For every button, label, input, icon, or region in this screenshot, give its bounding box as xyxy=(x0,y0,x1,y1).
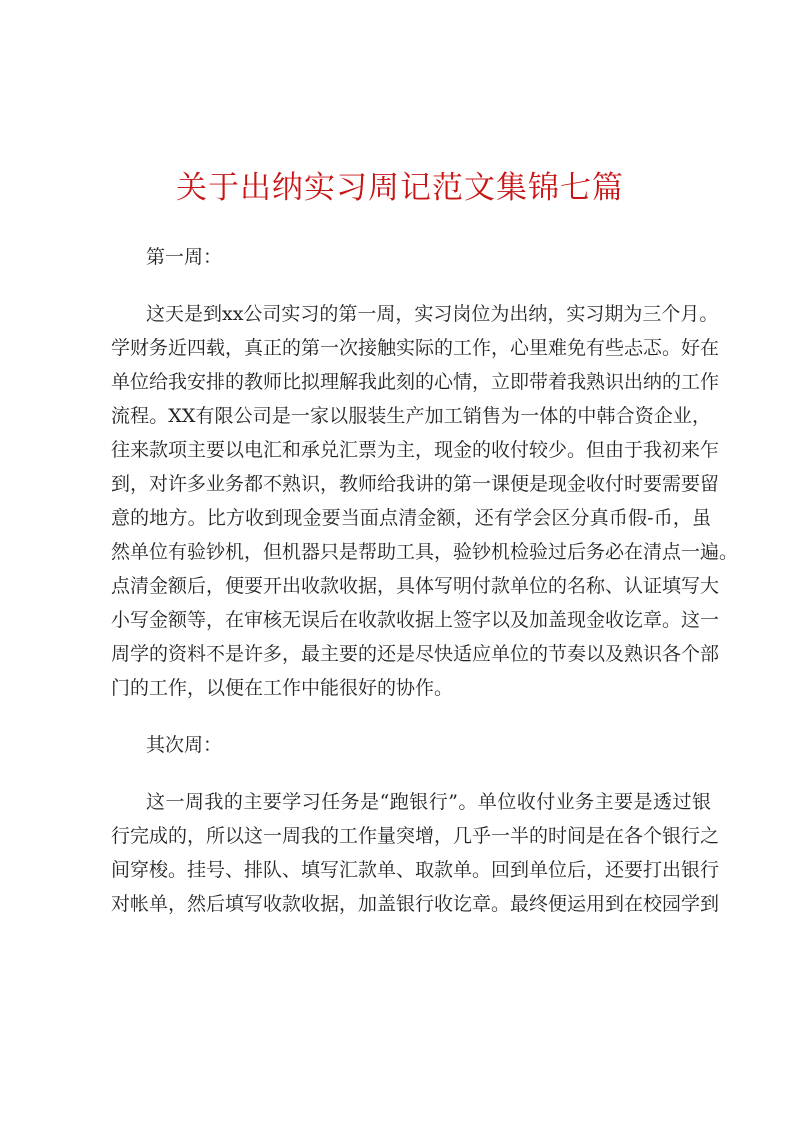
paragraph-line: 对帐单，然后填写收款收据，加盖银行收讫章。最终便运用到在校园学到 xyxy=(111,893,720,915)
paragraph-line: 这一周我的主要学习任务是“跑银行”。单位收付业务主要是透过银 xyxy=(146,791,711,813)
paragraph-line: 行完成的，所以这一周我的工作量突增，几乎一半的时间是在各个银行之 xyxy=(111,825,720,847)
paragraph-line: 到，对许多业务都不熟识，教师给我讲的第一课便是现金收付时要需要留 xyxy=(111,473,720,495)
section-heading-week-1: 第一周： xyxy=(146,246,223,268)
paragraph-line: 小写金额等，在审核无误后在收款收据上签字以及加盖现金收讫章。这一 xyxy=(111,609,720,631)
paragraph-line: 学财务近四载，真正的第一次接触实际的工作，心里难免有些忐忑。好在 xyxy=(111,337,720,359)
document-body xyxy=(111,240,739,921)
section-paragraph-week-1 xyxy=(111,297,739,705)
paragraph-line: 这天是到xx公司实习的第一周，实习岗位为出纳，实习期为三个月。 xyxy=(146,303,719,325)
section-heading-week-2: 其次周： xyxy=(146,734,223,756)
paragraph-line: 间穿梭。挂号、排队、填写汇款单、取款单。回到单位后，还要打出银行 xyxy=(111,859,720,881)
paragraph-line: 周学的资料不是许多，最主要的还是尽快适应单位的节奏以及熟识各个部 xyxy=(111,643,720,665)
paragraph-line: 点清金额后，便要开出收款收据，具体写明付款单位的名称、认证填写大 xyxy=(111,575,720,597)
paragraph-line: 流程。XX有限公司是一家以服装生产加工销售为一体的中韩合资企业， xyxy=(111,405,711,427)
paragraph-line: 然单位有验钞机，但机器只是帮助工具，验钞机检验过后务必在清点一遍。 xyxy=(111,541,739,563)
paragraph-line: 门的工作，以便在工作中能很好的协作。 xyxy=(111,677,454,699)
paragraph-line: 意的地方。比方收到现金要当面点清金额，还有学会区分真币假-币，虽 xyxy=(111,507,711,529)
paragraph-gap xyxy=(111,762,711,785)
section-paragraph-week-2 xyxy=(111,785,720,921)
paragraph-gap xyxy=(111,274,711,297)
document-title: 关于出纳实习周记范文集锦七篇 xyxy=(176,170,624,206)
paragraph-line: 往来款项主要以电汇和承兑汇票为主，现金的收付较少。但由于我初来乍 xyxy=(111,439,720,461)
paragraph-line: 单位给我安排的教师比拟理解我此刻的心情，立即带着我熟识出纳的工作 xyxy=(111,371,720,393)
paragraph-gap xyxy=(111,705,711,728)
